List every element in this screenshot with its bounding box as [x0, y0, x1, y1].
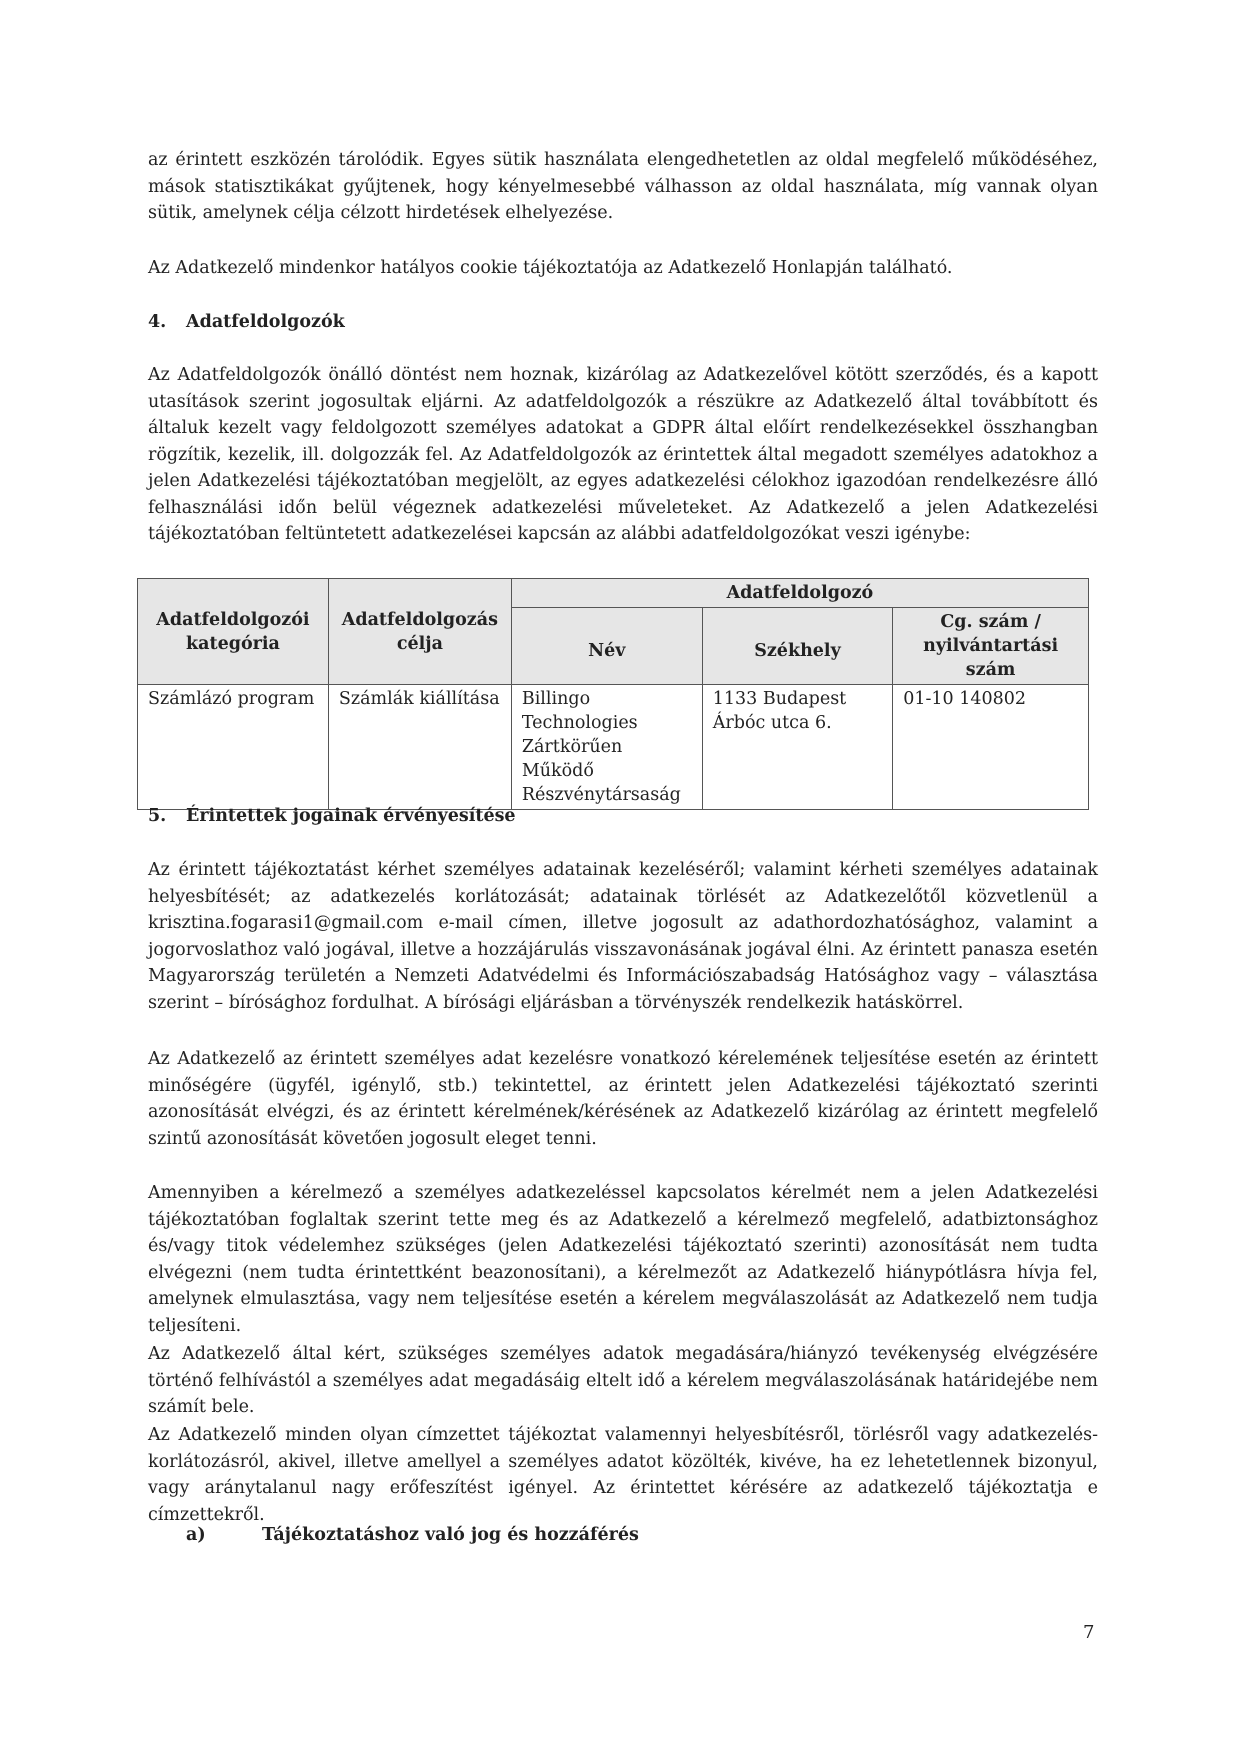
processors-table	[137, 578, 1089, 810]
header-regno: Cg. szám / nyilvántartási szám	[893, 608, 1089, 685]
page-number: 7	[1083, 1622, 1095, 1643]
table-header-row	[138, 579, 1089, 608]
header-processor: Adatfeldolgozó	[511, 579, 1088, 608]
subsection-a-heading	[148, 1522, 1098, 1549]
section-4-heading	[148, 309, 1098, 336]
section-4-number: 4.	[148, 312, 167, 332]
cell-name: Billingo Technologies Zártkörűen Működő Részvénytársaság	[511, 685, 702, 810]
subsection-a-title: Tájékoztatáshoz való jog és hozzáférés	[262, 1525, 639, 1545]
header-purpose: Adatfeldolgozás célja	[328, 579, 511, 685]
section-5-heading	[148, 803, 1098, 830]
cookie-info-paragraph: Az Adatkezelő mindenkor hatályos cookie tájékoztatója az Adatkezelő Honlapján található.	[148, 258, 953, 278]
processors-intro-paragraph: Az Adatfeldolgozók önálló döntést nem hoznak, kizárólag az Adatkezelővel kötött szerződés, és a kapott utasítások szerint jogosultak eljárni. Az adatfeldolgozók a részükre az Adatkezelő által továbbított és általuk kezelt vagy feldolgozott személyes adatokat a GDPR által előírt rendelkezésekkel összhangban rögzítik, kezelik, ill. dolgozzák fel. Az Adatfeldolgozók az érintettek által megadott személyes adatokhoz a jelen Adatkezelési tájékoztatóban megjelölt, az egyes adatkezelési célokhoz igazodóan rendelkezésre álló felhasználási időn belül végeznek adatkezelési műveleteket. Az Adatkezelő a jelen Adatkezelési tájékoztatóban feltüntetett adatkezelései kapcsán az alábbi adatfeldolgozókat veszi igénybe:	[148, 365, 1098, 544]
cell-category: Számlázó program	[138, 685, 329, 810]
rights-paragraph-3: Amennyiben a kérelmező a személyes adatkezeléssel kapcsolatos kérelmét nem a jelen Adatkezelési tájékoztatóban foglaltak szerint tette meg és az Adatkezelő a kérelmező megfelelő, adatbiztonsághoz és/vagy titok védelemhez szükséges (jelen Adatkezelési tájékoztató szerinti) azonosítását nem tudta elvégezni (nem tudta érintettként beazonosítani), a kérelmezőt az Adatkezelő hiánypótlásra hívja fel, amelynek elmulasztása, vagy nem teljesítése esetén a kérelem megválaszolását az Adatkezelő nem tudja teljesíteni.	[148, 1183, 1098, 1336]
rights-paragraph-5: Az Adatkezelő minden olyan címzettet tájékoztat valamennyi helyesbítésről, törlésről vagy adatkezelés-korlátozásról, akivel, illetve amellyel a személyes adatot közölték, kivéve, ha ez lehetetlennek bizonyul, vagy aránytalanul nagy erőfeszítést igényel. Az érintettet kérésére az adatkezelő tájékoztatja e címzettekről.	[148, 1425, 1098, 1525]
cell-regno: 01-10 140802	[893, 685, 1089, 810]
table-row	[138, 685, 1089, 810]
rights-paragraph-2: Az Adatkezelő az érintett személyes adat kezelésre vonatkozó kérelemének teljesítése esetén az érintett minőségére (ügyfél, igénylő, stb.) tekintettel, az érintett jelen Adatkezelési tájékoztató szerinti azonosítását elvégzi, és az érintett kérelmének/kérésének az Adatkezelő kizárólag az érintett megfelelő szintű azonosítását követően jogosult eleget tenni.	[148, 1049, 1098, 1149]
section-5-title: Érintettek jogainak érvényesítése	[186, 806, 516, 826]
cookie-continuation-paragraph: az érintett eszközén tárolódik. Egyes sütik használata elengedhetetlen az oldal megfelelő működéséhez, mások statisztikákat gyűjtenek, hogy kényelmesebbé válhasson az oldal használata, míg vannak olyan sütik, amelynek célja célzott hirdetések elhelyezése.	[148, 150, 1098, 223]
cell-seat: 1133 Budapest Árbóc utca 6.	[702, 685, 892, 810]
rights-paragraph-1: Az érintett tájékoztatást kérhet személyes adatainak kezeléséről; valamint kérheti személyes adatainak helyesbítését; az adatkezelés korlátozását; adatainak törlését az Adatkezelőtől közvetlenül a krisztina.fogarasi1@gmail.com e-mail címen, illetve jogosult az adathordozhatósághoz, valamint a jogorvoslathoz való jogával, illetve a hozzájárulás visszavonásának jogával élni. Az érintett panasza esetén Magyarország területén a Nemzeti Adatvédelmi és Információszabadság Hatósághoz vagy – választása szerint – bírósághoz fordulhat. A bírósági eljárásban a törvényszék rendelkezik hatáskörrel.	[148, 860, 1098, 1013]
header-seat: Székhely	[702, 608, 892, 685]
header-name: Név	[511, 608, 702, 685]
subsection-a-letter: a)	[186, 1525, 206, 1545]
rights-paragraph-4: Az Adatkezelő által kért, szükséges személyes adatok megadására/hiányzó tevékenység elvégzésére történő felhívástól a személyes adat megadásáig eltelt idő a kérelem megválaszolásának határidejébe nem számít bele.	[148, 1344, 1098, 1417]
cell-purpose: Számlák kiállítása	[328, 685, 511, 810]
section-5-number: 5.	[148, 806, 167, 826]
header-category: Adatfeldolgozói kategória	[138, 579, 329, 685]
section-4-title: Adatfeldolgozók	[186, 312, 345, 332]
